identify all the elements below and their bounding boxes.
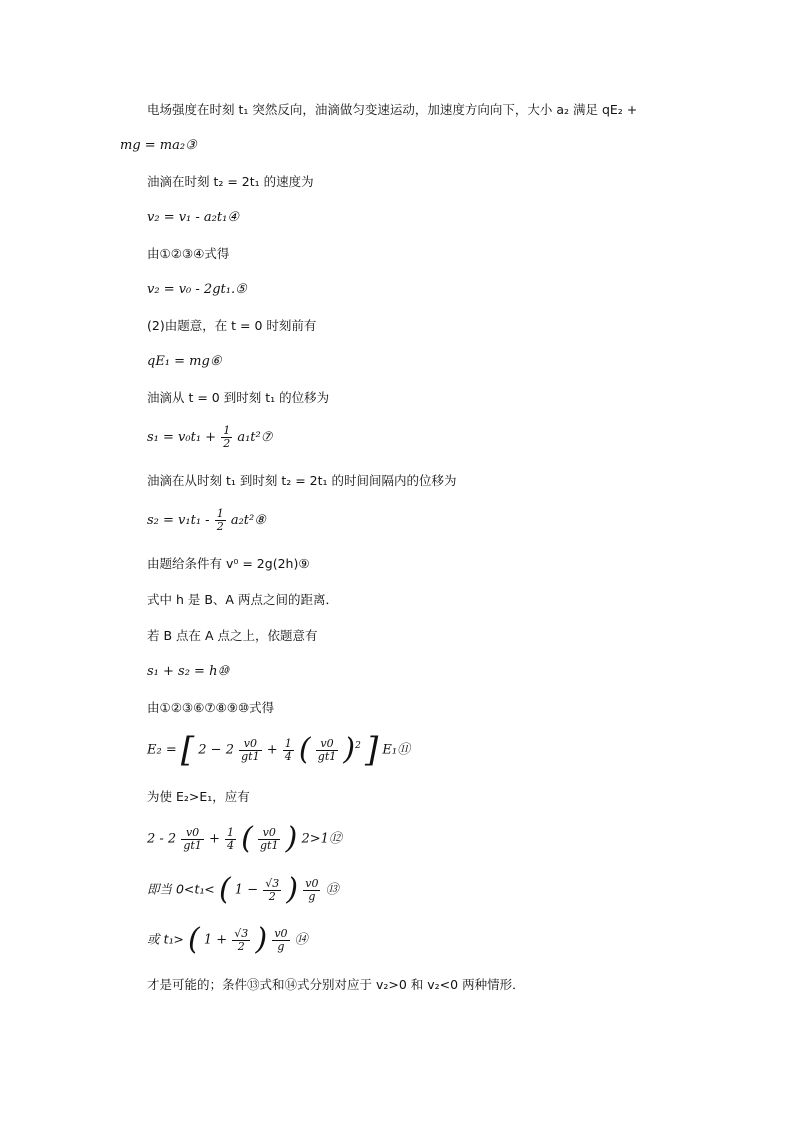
line-13: 由题给条件有 v⁰ = 2g(2h)⑨	[147, 556, 310, 571]
denominator: g	[277, 939, 285, 953]
line-14: 式中 h 是 B、A 两点之间的距离．	[147, 592, 338, 607]
numerator: v0	[305, 876, 319, 890]
fraction-half	[221, 425, 232, 450]
denominator: 2	[216, 520, 224, 533]
numerator: v0	[274, 926, 288, 940]
numerator: v0	[239, 738, 261, 751]
paren-open: (	[188, 922, 200, 957]
numerator: 1	[223, 424, 231, 437]
line-6: v₂ = v₀ - 2gt₁.⑤	[147, 282, 247, 297]
eq7-right: a₁t²⑦	[237, 430, 273, 445]
eq8-left: s₂ = v₁t₁ -	[147, 513, 210, 528]
fraction-v0-g	[303, 878, 320, 903]
line-15: 若 B 点在 A 点之上，依题意有	[147, 628, 318, 643]
line-16: s₁ + s₂ = h⑩	[147, 664, 230, 679]
numerator: 1	[227, 825, 234, 839]
eq13-lhs: 即当 0<t₁<	[147, 881, 215, 897]
exponent: 2	[355, 741, 361, 752]
line-21	[147, 872, 339, 907]
eq14-term: 1 +	[203, 932, 228, 948]
line-17: 由①②③⑥⑦⑧⑨⑩式得	[147, 700, 275, 715]
paren-close: )	[343, 732, 356, 767]
denominator: 2	[223, 437, 231, 450]
denominator: gt1	[241, 749, 260, 763]
numerator: v0	[316, 738, 338, 751]
line-8: qE₁ = mg⑥	[147, 354, 222, 369]
fraction-v0-gt1	[258, 827, 280, 852]
line-19: 为使 E₂>E₁，应有	[147, 789, 250, 804]
numerator: v0	[181, 827, 203, 840]
fraction-quarter	[225, 827, 236, 852]
line-20	[147, 821, 342, 856]
denominator: 2	[237, 939, 245, 953]
plus-sign: +	[208, 831, 220, 847]
denominator: 4	[227, 838, 234, 852]
fraction-v0-gt1	[181, 827, 203, 852]
line-18	[147, 730, 411, 770]
line-11: 油滴在从时刻 t₁ 到时刻 t₂ = 2t₁ 的时间间隔内的位移为	[147, 473, 457, 488]
line-7: (2)由题意，在 t = 0 时刻前有	[147, 318, 317, 333]
fraction-v0-gt1	[316, 738, 338, 763]
line-12	[147, 508, 266, 533]
line-2: mg = ma₂③	[120, 138, 197, 153]
denominator: 2	[268, 889, 276, 903]
bracket-close: ]	[364, 730, 379, 770]
plus-sign: +	[266, 742, 278, 758]
paren-open: (	[241, 821, 253, 856]
fraction-quarter	[283, 738, 294, 763]
eq14-label: ⑭	[294, 932, 308, 948]
denominator: gt1	[260, 838, 279, 852]
line-9: 油滴从 t = 0 到时刻 t₁ 的位移为	[147, 390, 330, 405]
paren-close: )	[286, 872, 299, 907]
eq12-term: 2 - 2	[147, 831, 177, 847]
denominator: 4	[284, 749, 292, 763]
eq7-left: s₁ = v₀t₁ +	[147, 430, 217, 445]
line-22	[147, 922, 308, 957]
eq13-term: 1 −	[234, 882, 259, 898]
fraction-half	[215, 508, 226, 533]
numerator: v0	[258, 827, 280, 840]
fraction-v0-g	[272, 928, 289, 953]
numerator: √3	[265, 876, 280, 890]
line-10	[147, 425, 272, 450]
eq11-rhs: E₁⑪	[382, 742, 411, 758]
numerator: √3	[234, 926, 249, 940]
paren-close: )	[255, 922, 268, 957]
denominator: gt1	[183, 838, 202, 852]
numerator: 1	[216, 507, 224, 520]
denominator: gt1	[317, 749, 337, 763]
eq11-term: 2 − 2	[198, 742, 234, 758]
paren-close: )	[285, 821, 298, 856]
line-5: 由①②③④式得	[147, 246, 230, 261]
fraction-sqrt3-half	[263, 878, 281, 903]
numerator: 1	[284, 736, 292, 750]
line-4: v₂ = v₁ - a₂t₁④	[147, 210, 239, 225]
line-23: 才是可能的；条件⑬式和⑭式分别对应于 v₂>0 和 v₂<0 两种情形．	[147, 977, 525, 992]
eq14-lhs: 或 t₁>	[147, 931, 184, 947]
eq11-lhs: E₂ =	[147, 742, 177, 758]
line-1: 电场强度在时刻 t₁ 突然反向，油滴做匀变速运动，加速度方向向下，大小 a₂ 满足 qE₂ +	[147, 102, 638, 117]
paren-open: (	[298, 732, 311, 767]
fraction-sqrt3-half	[232, 928, 250, 953]
eq8-right: a₂t²⑧	[230, 513, 266, 528]
eq13-label: ⑬	[325, 882, 339, 898]
eq12-rhs: 2>1⑫	[301, 831, 342, 847]
paren-open: (	[218, 872, 231, 907]
fraction-v0-gt1	[239, 738, 261, 763]
bracket-open: [	[180, 730, 195, 770]
line-3: 油滴在时刻 t₂ = 2t₁ 的速度为	[147, 174, 314, 189]
denominator: g	[308, 889, 316, 903]
